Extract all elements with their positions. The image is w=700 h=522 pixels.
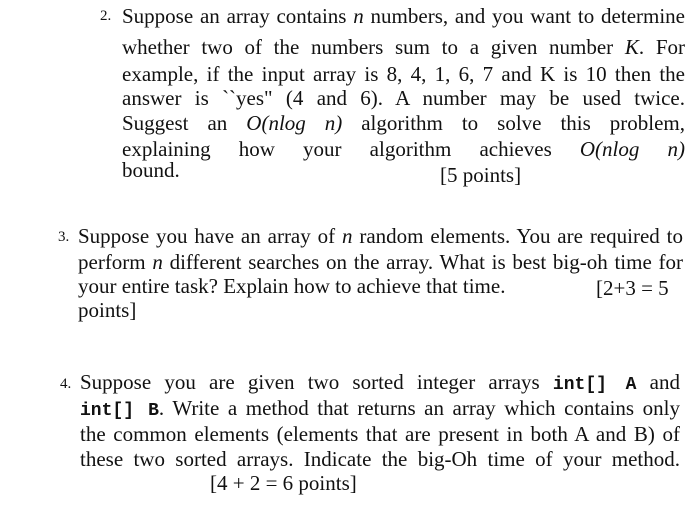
- text-line: bound.: [122, 158, 180, 182]
- points-label: [5 points]: [440, 163, 522, 187]
- text-line: your entire task? Explain how to achieve that time.: [78, 274, 506, 298]
- question-number: 2.: [100, 8, 112, 24]
- question-number: 4.: [60, 376, 72, 392]
- text-line: int[] B. Write a method that returns an array which contains only: [80, 396, 680, 421]
- points-label: [4 + 2 = 6 points]: [210, 471, 357, 495]
- text-line: Suggest an O(nlog n) algorithm to solve this problem,: [122, 111, 686, 135]
- text-line: explaining how your algorithm achieves O(nlog n): [122, 137, 685, 161]
- question-number: 3.: [58, 229, 70, 245]
- question-2: [100, 0, 685, 190]
- question-4: [60, 366, 680, 506]
- text-line: Suppose you have an array of n random elements. You are required to: [78, 224, 683, 248]
- text-line: these two sorted arrays. Indicate the big-Oh time of your method.: [80, 447, 680, 471]
- text-line: whether two of the numbers sum to a given number K. For: [122, 35, 685, 59]
- text-line: Suppose an array contains n numbers, and you want to determine: [122, 4, 685, 28]
- text-line: example, if the input array is 8, 4, 1, 6, 7 and K is 10 then the: [122, 62, 685, 86]
- text-line: answer is ``yes" (4 and 6). A number may be used twice.: [122, 86, 685, 110]
- points-label: [2+3 = 5: [596, 276, 669, 300]
- text-line: points]: [78, 298, 137, 322]
- question-3: [58, 220, 683, 330]
- text-line: the common elements (elements that are present in both A and B) of: [80, 422, 680, 446]
- text-line: perform n different searches on the array. What is best big-oh time for: [78, 250, 683, 274]
- text-line: Suppose you are given two sorted integer arrays int[] A and: [80, 370, 680, 395]
